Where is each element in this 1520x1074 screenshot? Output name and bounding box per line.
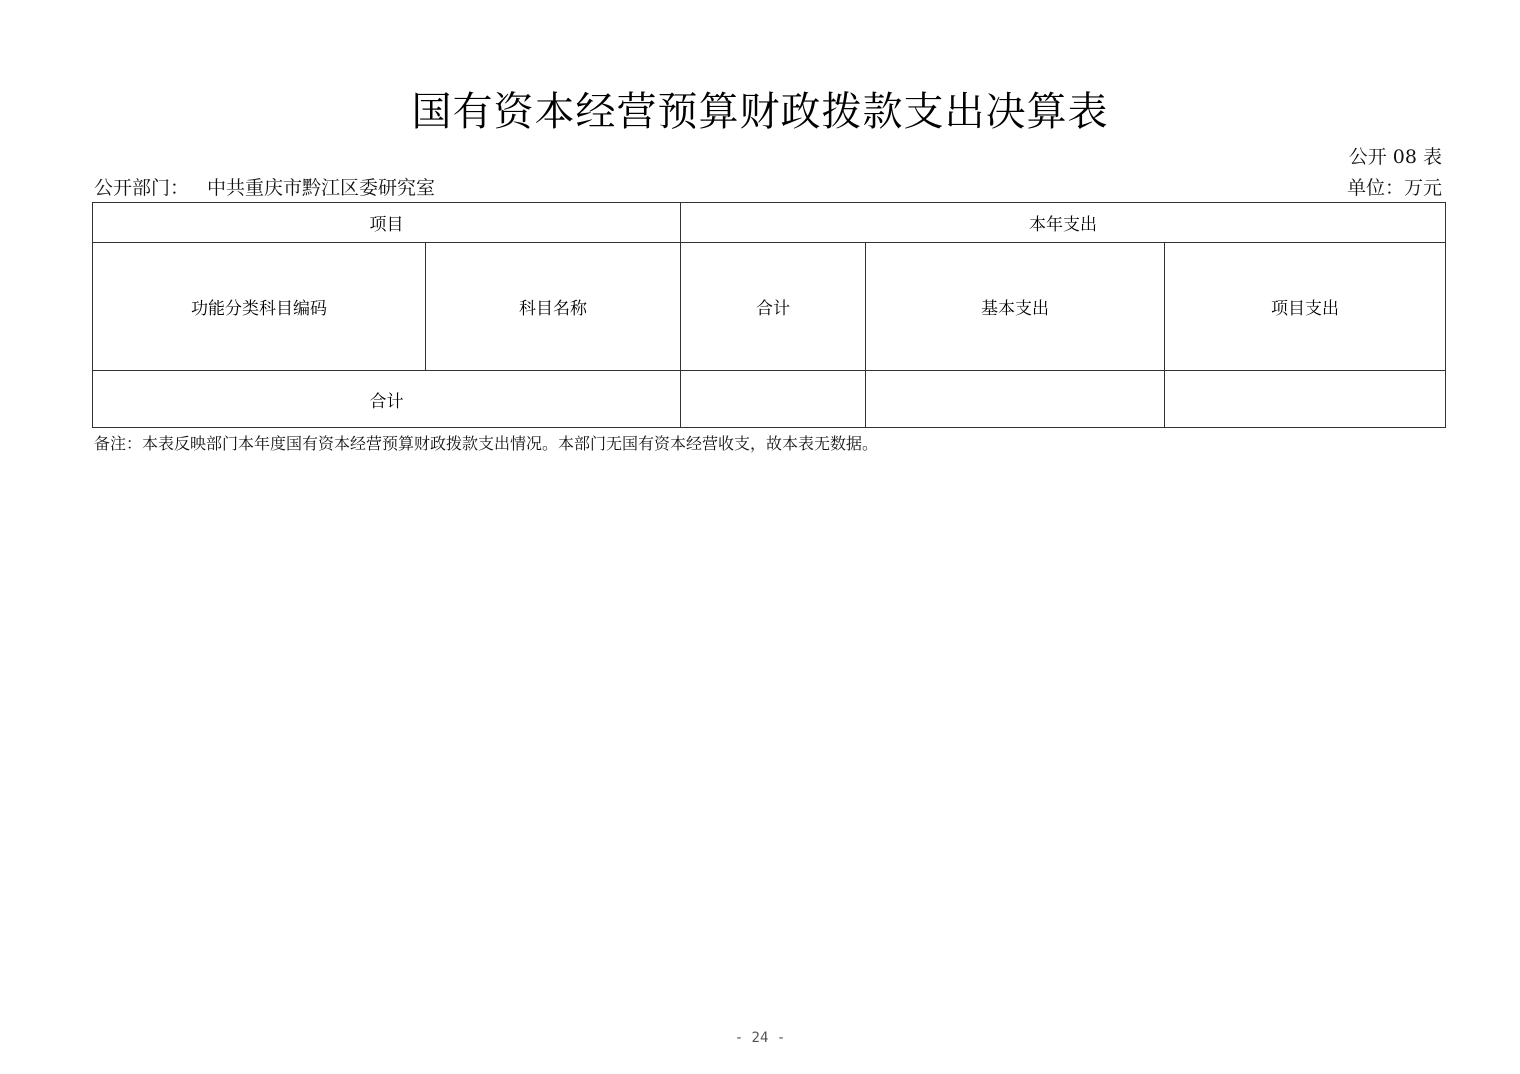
department-value: 中共重庆市黔江区委研究室 [207,177,436,199]
form-number: 公开 08 表 [1348,146,1442,168]
unit-label: 单位：万元 [1346,177,1442,199]
header-row-columns [93,243,1446,371]
header-total: 合计 [681,243,866,371]
total-label: 合计 [93,371,681,428]
header-basic: 基本支出 [866,243,1165,371]
department-label: 公开部门： [94,177,190,199]
total-value [681,371,866,428]
header-item-group: 项目 [93,203,681,243]
page-title: 国有资本经营预算财政拨款支出决算表 [411,89,1109,135]
header-row-group [93,203,1446,243]
header-name: 科目名称 [426,243,681,371]
header-expense-group: 本年支出 [681,203,1446,243]
table-note: 备注：本表反映部门本年度国有资本经营预算财政拨款支出情况。本部门无国有资本经营收支，故本表无数据。 [94,434,879,453]
expense-table [92,202,1446,428]
project-value [1165,371,1446,428]
header-project: 项目支出 [1165,243,1446,371]
header-code: 功能分类科目编码 [93,243,426,371]
page-number: - 24 - [734,1030,786,1046]
basic-value [866,371,1165,428]
department-line [94,176,435,200]
table-row-total [93,371,1446,428]
